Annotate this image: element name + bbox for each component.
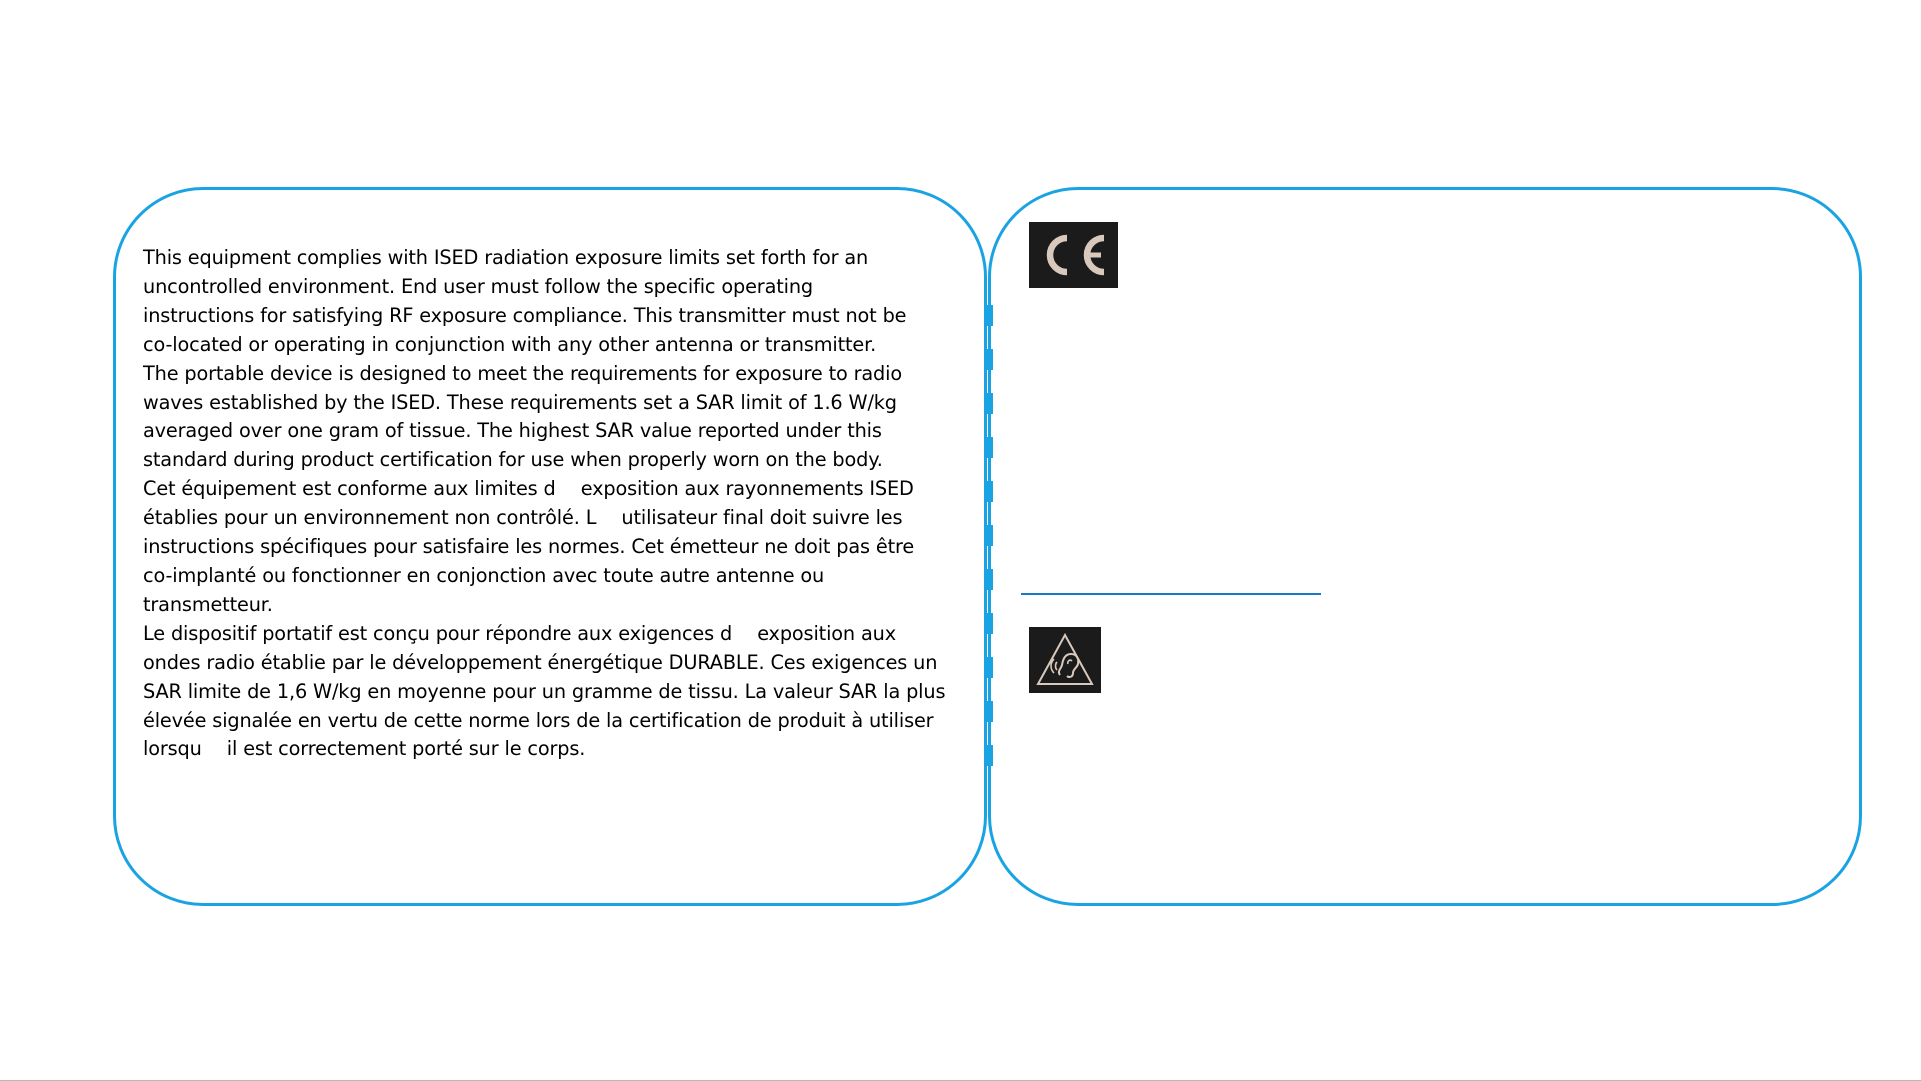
compliance-line-en-2: uncontrolled environment. End user must follow the specific operating: [143, 274, 814, 298]
compliance-line-en-8: standard during product certification for use when properly worn on the body.: [143, 448, 883, 472]
compliance-line-fr-3: instructions spécifiques pour satisfaire les normes. Cet émetteur ne doit pas être: [143, 535, 915, 559]
ce-mark-icon: [1029, 222, 1118, 288]
compliance-line-fr-2: établies pour un environnement non contrôlé. L utilisateur final doit suivre les: [143, 506, 903, 530]
compliance-line-fr-5: transmetteur.: [143, 592, 273, 616]
right-panel: [988, 187, 1862, 906]
compliance-line-en-5: The portable device is designed to meet the requirements for exposure to radio: [143, 361, 902, 385]
compliance-line-en-4: co-located or operating in conjunction with any other antenna or transmitter.: [143, 332, 877, 356]
section-rule: [1021, 593, 1321, 595]
compliance-line-en-3: instructions for satisfying RF exposure compliance. This transmitter must not be: [143, 303, 907, 327]
hearing-warning-icon: [1029, 627, 1101, 693]
compliance-line-en-1: This equipment complies with ISED radiation exposure limits set forth for an: [143, 246, 869, 269]
compliance-line-fr-10: lorsqu il est correctement porté sur le corps.: [143, 737, 586, 761]
compliance-line-en-6: waves established by the ISED. These requirements set a SAR limit of 1.6 W/kg: [143, 390, 897, 414]
compliance-text: [143, 244, 963, 764]
compliance-line-fr-7: ondes radio établie par le développement énergétique DURABLE. Ces exigences un: [143, 650, 938, 674]
compliance-line-fr-8: SAR limite de 1,6 W/kg en moyenne pour un gramme de tissu. La valeur SAR la plus: [143, 679, 946, 703]
compliance-line-fr-1: Cet équipement est conforme aux limites d exposition aux rayonnements ISED: [143, 477, 914, 501]
compliance-line-fr-6: Le dispositif portatif est conçu pour répondre aux exigences d exposition aux: [143, 621, 896, 645]
compliance-line-en-7: averaged over one gram of tissue. The highest SAR value reported under this: [143, 419, 882, 443]
compliance-line-fr-4: co-implanté ou fonctionner en conjonction avec toute autre antenne ou: [143, 563, 825, 587]
dashed-divider: [987, 305, 993, 785]
compliance-line-fr-9: élevée signalée en vertu de cette norme lors de la certification de produit à utiliser: [143, 708, 934, 732]
